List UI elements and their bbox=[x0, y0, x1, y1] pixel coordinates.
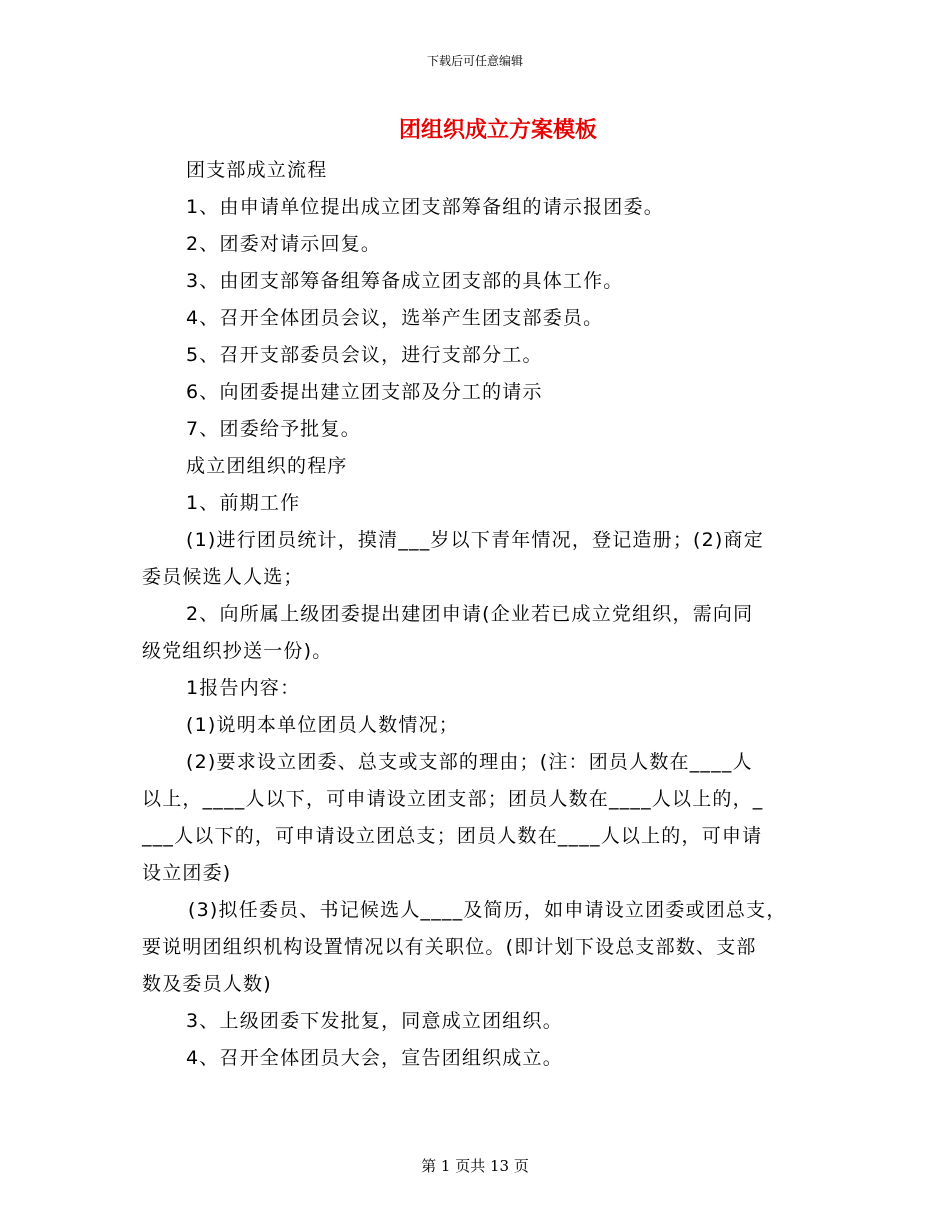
paragraph-line: (1)进行团员统计，摸清___岁以下青年情况，登记造册；(2)商定 bbox=[186, 529, 764, 551]
document-body bbox=[142, 152, 822, 1077]
section-heading: 团支部成立流程 bbox=[186, 159, 328, 181]
page-footer: 第 1 页共 13 页 bbox=[421, 1157, 529, 1175]
list-item: 6、向团委提出建立团支部及分工的请示 bbox=[186, 381, 543, 403]
section-heading: 成立团组织的程序 bbox=[186, 455, 348, 477]
paragraph-line: (3)拟任委员、书记候选人____及简历，如申请设立团委或团总支， bbox=[188, 899, 787, 921]
header-note: 下载后可任意编辑 bbox=[426, 54, 523, 68]
paragraph-line: ___人以下的，可申请设立团总支；团员人数在____人以上的，可申请 bbox=[142, 825, 763, 847]
list-item: 4、召开全体团员会议，选举产生团支部委员。 bbox=[186, 307, 604, 329]
list-item: 2、团委对请示回复。 bbox=[186, 233, 382, 255]
paragraph-line: 数及委员人数) bbox=[142, 973, 272, 995]
paragraph-line: 要说明团组织机构设置情况以有关职位。(即计划下设总支部数、支部 bbox=[142, 936, 757, 958]
list-item: 1、由申请单位提出成立团支部筹备组的请示报团委。 bbox=[186, 196, 664, 218]
list-item: 3、上级团委下发批复，同意成立团组织。 bbox=[186, 1010, 563, 1032]
paragraph-line: 以上，____人以下，可申请设立团支部；团员人数在____人以上的，_ bbox=[142, 788, 764, 810]
paragraph-line: 1报告内容： bbox=[186, 677, 301, 699]
paragraph-line: 级党组织抄送一份)。 bbox=[142, 640, 333, 662]
paragraph-line: 2、向所属上级团委提出建团申请(企业若已成立党组织，需向同 bbox=[186, 603, 754, 625]
document-title: 团组织成立方案模板 bbox=[398, 118, 597, 143]
paragraph-line: (1)说明本单位团员人数情况； bbox=[186, 714, 459, 736]
list-item: 7、团委给予批复。 bbox=[186, 418, 361, 440]
list-item: 4、召开全体团员大会，宣告团组织成立。 bbox=[186, 1047, 563, 1069]
paragraph-line: 委员候选人人选； bbox=[142, 566, 304, 588]
list-item: 5、召开支部委员会议，进行支部分工。 bbox=[186, 344, 543, 366]
list-item: 1、前期工作 bbox=[186, 492, 301, 514]
paragraph-line: 设立团委) bbox=[142, 862, 232, 884]
paragraph-line: (2)要求设立团委、总支或支部的理由；(注：团员人数在____人 bbox=[186, 751, 753, 773]
list-item: 3、由团支部筹备组筹备成立团支部的具体工作。 bbox=[186, 270, 624, 292]
